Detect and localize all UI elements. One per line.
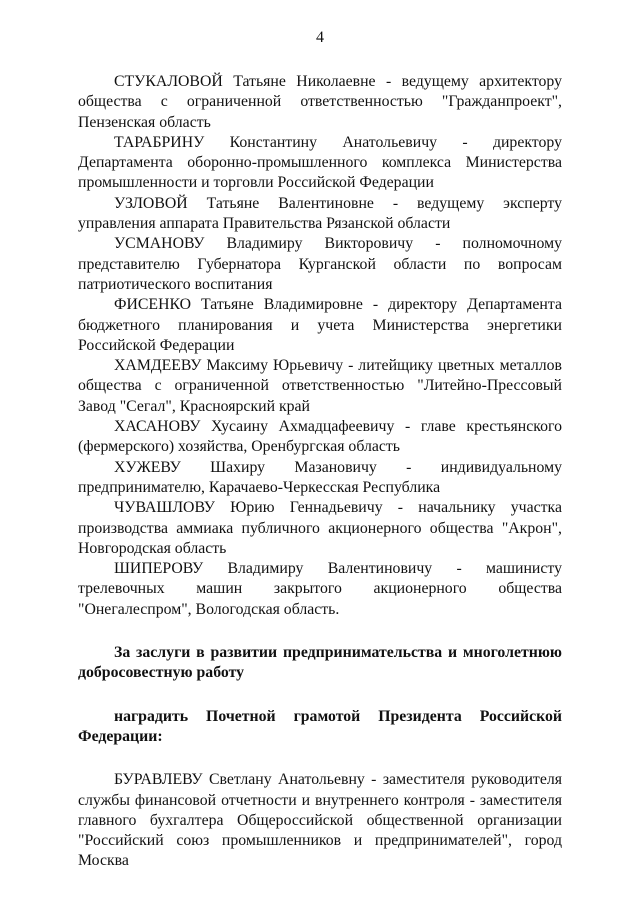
award-entry: ШИПЕРОВУ Владимиру Валентиновичу - машинисту трелевочных машин закрытого акционерного общества "Онегалеспром", Вологодская область. [78,560,562,618]
award-entry: ФИСЕНКО Татьяне Владимировне - директору Департамента бюджетного планирования и учета Министерства энергетики Российской Федерации [78,296,562,354]
award-entry: ХАМДЕЕВУ Максиму Юрьевичу - литейщику цветных металлов общества с ограниченной ответственностью "Литейно-Прессовый Завод "Сегал", Красноярский край [78,357,562,415]
document-body [78,72,562,872]
page-number: 4 [316,29,324,46]
section-heading: За заслуги в развитии предпринимательства и многолетнюю добросовестную работу [78,644,562,682]
award-entry: УСМАНОВУ Владимиру Викторовичу - полномочному представителю Губернатора Курганской области по вопросам патриотического воспитания [78,235,562,293]
section-spacer [78,620,562,643]
award-entry: ХАСАНОВУ Хусаину Ахмадцафеевичу - главе крестьянского (фермерского) хозяйства, Оренбургская область [78,418,562,456]
award-entry: ХУЖЕВУ Шахиру Мазановичу - индивидуальному предпринимателю, Карачаево-Черкесская Республика [78,458,562,496]
award-entry: ТАРАБРИНУ Константину Анатольевичу - директору Департамента оборонно-промышленного комплекса Министерства промышленности и торговли Российской Федерации [78,133,562,192]
section-spacer [78,684,562,707]
award-statement: наградить Почетной грамотой Президента Российской Федерации: [78,707,562,745]
award-entry: БУРАВЛЕВУ Светлану Анатольевну - заместителя руководителя службы финансовой отчетности и внутреннего контроля - заместителя главного бухгалтера Общероссийской общественной организации "Российский союз промышленников и предпринимателей", город Москва [78,771,562,870]
award-entry: СТУКАЛОВОЙ Татьяне Николаевне - ведущему архитектору общества с ограниченной ответственностью "Гражданпроект", Пензенская область [78,73,562,131]
section-spacer [78,747,562,770]
award-entry: ЧУВАШЛОВУ Юрию Геннадьевичу - начальнику участка производства аммиака публичного акционерного общества "Акрон", Новгородская область [78,499,562,557]
award-entry: УЗЛОВОЙ Татьяне Валентиновне - ведущему эксперту управления аппарата Правительства Рязанской области [78,194,562,233]
